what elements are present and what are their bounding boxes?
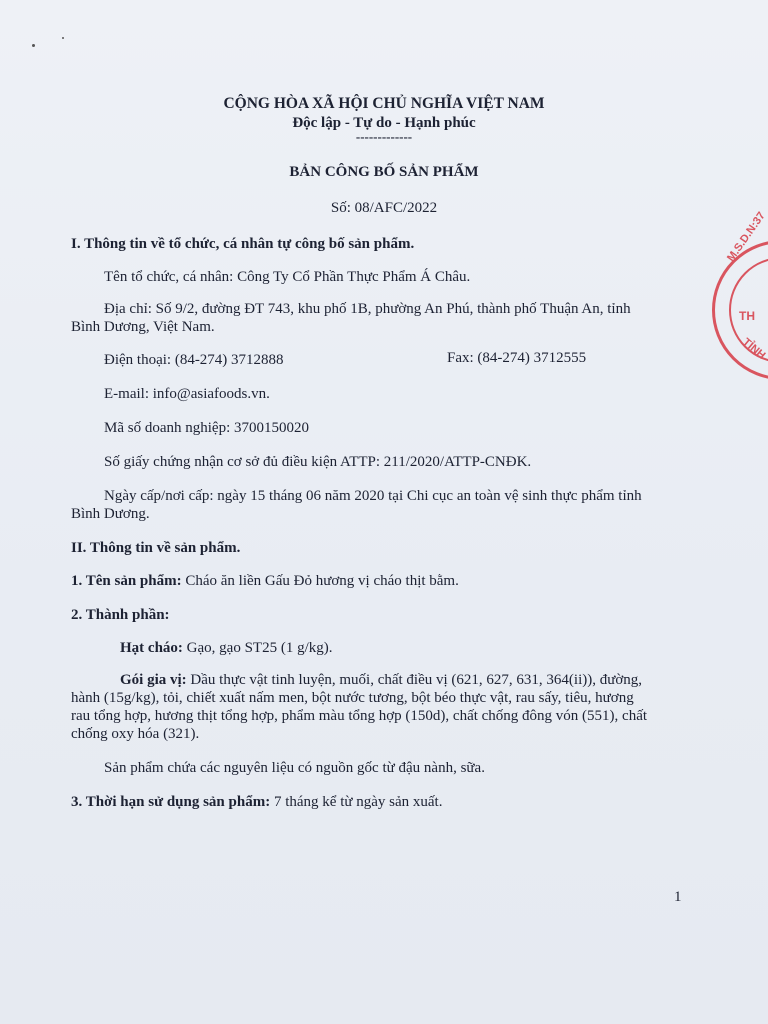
national-title: CỘNG HÒA XÃ HỘI CHỦ NGHĨA VIỆT NAM: [223, 95, 545, 112]
seasoning-label: Gói gia vị:: [120, 672, 187, 688]
product-name-label: 1. Tên sản phẩm:: [71, 573, 182, 589]
rice-ingredient: [120, 639, 332, 657]
section2-heading: II. Thông tin về sản phẩm.: [71, 540, 241, 556]
issue-line-2: Bình Dương.: [71, 506, 150, 522]
scan-speck: [62, 37, 64, 39]
shelf-life-label: 3. Thời hạn sử dụng sản phẩm:: [71, 794, 271, 810]
seal-text-bottom: TỈNH: [740, 336, 768, 362]
seasoning-line-2: hành (15g/kg), tỏi, chiết xuất nấm men, bột nước tương, bột béo thực vật, rau sấy, tiêu, hương: [71, 690, 634, 706]
address-line-1: Địa chỉ: Số 9/2, đường ĐT 743, khu phố 1B, phường An Phú, thành phố Thuận An, tỉnh: [104, 301, 631, 317]
org-name: Tên tổ chức, cá nhân: Công Ty Cổ Phần Thực Phẩm Á Châu.: [104, 269, 471, 285]
rice-label: Hạt cháo:: [120, 640, 183, 656]
seasoning-line-1: [120, 671, 642, 689]
shelf-life-value: 7 tháng kể từ ngày sản xuất.: [270, 794, 443, 810]
section1-heading: I. Thông tin về tổ chức, cá nhân tự công bố sản phẩm.: [71, 236, 415, 252]
certificate-number: Số giấy chứng nhận cơ sở đủ điều kiện ATTP: 211/2020/ATTP-CNĐK.: [104, 454, 532, 470]
company-seal: [712, 209, 768, 380]
email: E-mail: info@asiafoods.vn.: [104, 386, 270, 402]
product-name: [71, 572, 459, 590]
seal-text-side: TH: [739, 309, 755, 323]
phone: Điện thoại: (84-274) 3712888: [104, 352, 284, 368]
page-number: 1: [674, 889, 682, 905]
address-line-2: Bình Dương, Việt Nam.: [71, 319, 215, 335]
rice-value: Gạo, gạo ST25 (1 g/kg).: [182, 640, 333, 656]
scan-speck: [32, 44, 35, 47]
issue-line-1: Ngày cấp/nơi cấp: ngày 15 tháng 06 năm 2020 tại Chi cục an toàn vệ sinh thực phẩm tỉnh: [104, 488, 642, 504]
seasoning-line-3: rau tổng hợp, hương thịt tổng hợp, phẩm màu tổng hợp (150d), chất chống đông vón (551), chất: [71, 708, 648, 724]
ingredients-heading: 2. Thành phần:: [71, 607, 170, 623]
document-title: BẢN CÔNG BỐ SẢN PHẨM: [289, 164, 479, 180]
divider: -------------: [355, 129, 413, 144]
motto: Độc lập - Tự do - Hạnh phúc: [292, 115, 476, 131]
seasoning-value-1: Dầu thực vật tinh luyện, muối, chất điều vị (621, 627, 631, 364(ii)), đường,: [186, 672, 643, 688]
shelf-life: [71, 793, 442, 811]
product-name-value: Cháo ăn liền Gấu Đỏ hương vị cháo thịt bằm.: [181, 573, 459, 589]
seasoning-line-4: chống oxy hóa (321).: [71, 726, 200, 742]
business-code: Mã số doanh nghiệp: 3700150020: [104, 420, 309, 436]
seal-text-top: M.S.D.N:37: [725, 209, 768, 264]
fax: Fax: (84-274) 3712555: [447, 350, 587, 366]
document-number: Số: 08/AFC/2022: [330, 200, 438, 216]
allergen-note: Sản phẩm chứa các nguyên liệu có nguồn gốc từ đậu nành, sữa.: [104, 760, 485, 776]
